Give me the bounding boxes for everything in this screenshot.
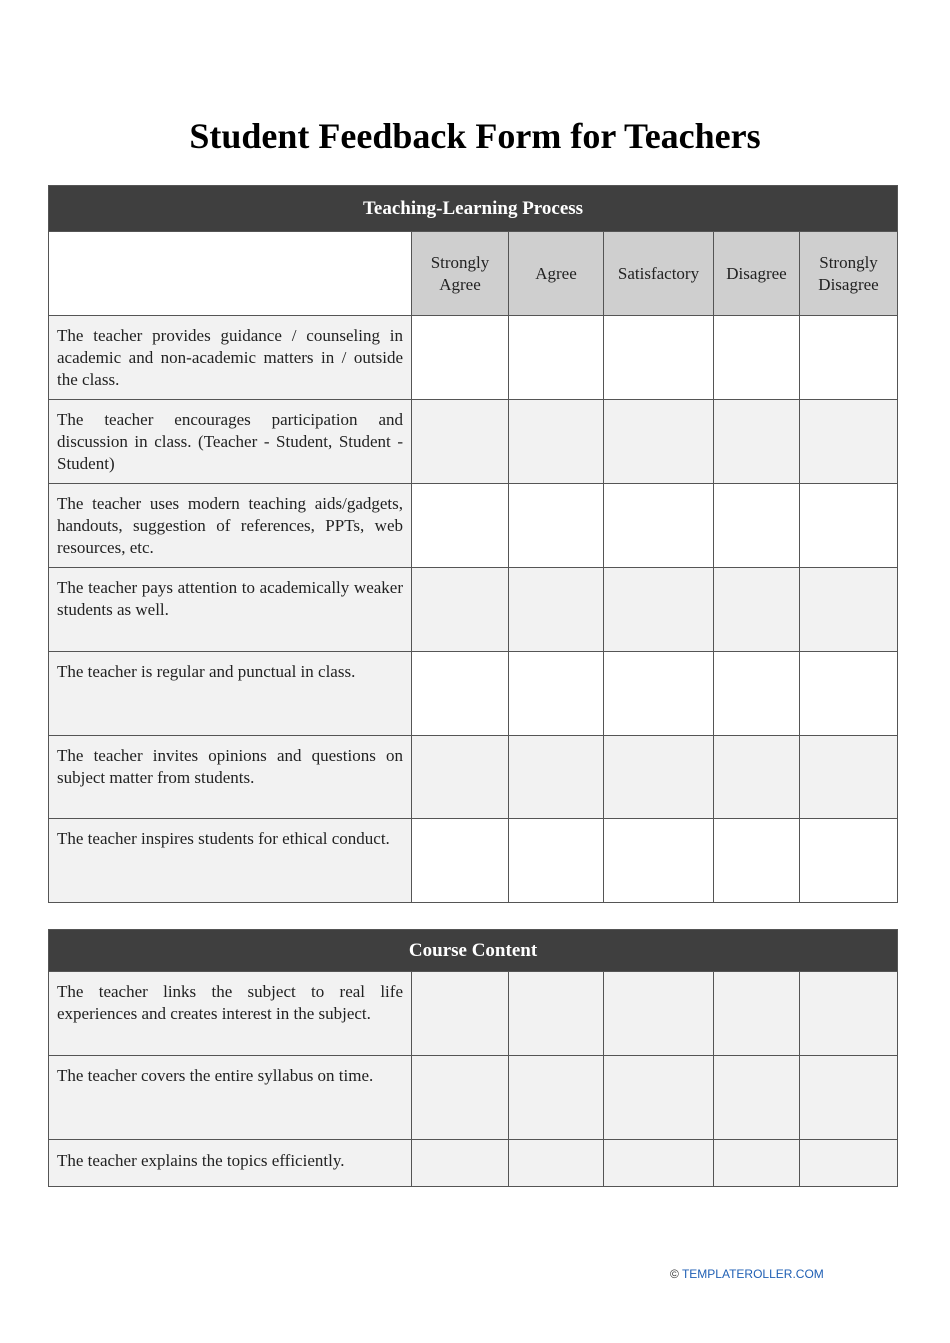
course-content-table (48, 929, 898, 1187)
rating-cell-strongly-agree[interactable] (412, 972, 509, 1056)
table-row (49, 972, 898, 1056)
statement-text: The teacher inspires students for ethical conduct. (49, 819, 412, 903)
rating-cell-strongly-agree[interactable] (412, 652, 509, 736)
rating-cell-disagree[interactable] (714, 316, 800, 400)
column-header-satisfactory: Satisfactory (604, 232, 714, 316)
footer-credit (670, 1267, 824, 1281)
rating-cell-strongly-disagree[interactable] (800, 1056, 898, 1140)
rating-cell-disagree[interactable] (714, 1056, 800, 1140)
rating-cell-strongly-disagree[interactable] (800, 652, 898, 736)
section-heading: Teaching-Learning Process (49, 186, 898, 232)
rating-cell-strongly-disagree[interactable] (800, 568, 898, 652)
rating-cell-strongly-agree[interactable] (412, 1056, 509, 1140)
rating-cell-agree[interactable] (509, 1056, 604, 1140)
rating-cell-disagree[interactable] (714, 484, 800, 568)
statement-text: The teacher links the subject to real life experiences and creates interest in the subject. (49, 972, 412, 1056)
rating-cell-strongly-agree[interactable] (412, 568, 509, 652)
rating-cell-strongly-disagree[interactable] (800, 484, 898, 568)
rating-cell-strongly-disagree[interactable] (800, 400, 898, 484)
page-title: Student Feedback Form for Teachers (189, 116, 761, 156)
table-row (49, 400, 898, 484)
rating-cell-satisfactory[interactable] (604, 736, 714, 819)
section-heading: Course Content (49, 930, 898, 972)
rating-cell-agree[interactable] (509, 1140, 604, 1187)
rating-cell-satisfactory[interactable] (604, 972, 714, 1056)
rating-cell-satisfactory[interactable] (604, 316, 714, 400)
table-row (49, 652, 898, 736)
rating-cell-agree[interactable] (509, 316, 604, 400)
rating-cell-disagree[interactable] (714, 568, 800, 652)
statement-text: The teacher provides guidance / counseling in academic and non-academic matters in / outside the class. (49, 316, 412, 400)
statement-text: The teacher is regular and punctual in class. (49, 652, 412, 736)
rating-cell-disagree[interactable] (714, 400, 800, 484)
rating-cell-strongly-disagree[interactable] (800, 972, 898, 1056)
statement-text: The teacher covers the entire syllabus on time. (49, 1056, 412, 1140)
rating-cell-agree[interactable] (509, 972, 604, 1056)
rating-cell-strongly-disagree[interactable] (800, 316, 898, 400)
table-row (49, 568, 898, 652)
rating-cell-satisfactory[interactable] (604, 1056, 714, 1140)
rating-cell-disagree[interactable] (714, 736, 800, 819)
table-row (49, 316, 898, 400)
rating-cell-disagree[interactable] (714, 972, 800, 1056)
rating-cell-strongly-disagree[interactable] (800, 819, 898, 903)
rating-cell-agree[interactable] (509, 568, 604, 652)
rating-cell-agree[interactable] (509, 400, 604, 484)
table-row (49, 736, 898, 819)
statement-text: The teacher encourages participation and discussion in class. (Teacher - Student, Student - Student) (49, 400, 412, 484)
rating-cell-satisfactory[interactable] (604, 484, 714, 568)
rating-cell-strongly-agree[interactable] (412, 736, 509, 819)
rating-cell-strongly-disagree[interactable] (800, 736, 898, 819)
copyright-symbol: © (670, 1267, 679, 1281)
column-header-disagree: Disagree (714, 232, 800, 316)
rating-cell-satisfactory[interactable] (604, 400, 714, 484)
rating-cell-strongly-agree[interactable] (412, 316, 509, 400)
statement-text: The teacher pays attention to academically weaker students as well. (49, 568, 412, 652)
rating-cell-satisfactory[interactable] (604, 652, 714, 736)
table-row (49, 1056, 898, 1140)
statement-text: The teacher uses modern teaching aids/gadgets, handouts, suggestion of references, PPTs, web resources, etc. (49, 484, 412, 568)
table-row (49, 1140, 898, 1187)
rating-cell-satisfactory[interactable] (604, 568, 714, 652)
rating-cell-strongly-agree[interactable] (412, 400, 509, 484)
rating-cell-strongly-agree[interactable] (412, 484, 509, 568)
table-row (49, 819, 898, 903)
rating-cell-agree[interactable] (509, 484, 604, 568)
rating-cell-disagree[interactable] (714, 652, 800, 736)
teaching-learning-table (48, 185, 898, 903)
rating-cell-disagree[interactable] (714, 1140, 800, 1187)
rating-cell-agree[interactable] (509, 736, 604, 819)
blank-header-cell (49, 232, 412, 316)
rating-cell-strongly-agree[interactable] (412, 819, 509, 903)
rating-cell-strongly-disagree[interactable] (800, 1140, 898, 1187)
column-header-strongly-disagree: Strongly Disagree (800, 232, 898, 316)
rating-cell-agree[interactable] (509, 652, 604, 736)
rating-cell-satisfactory[interactable] (604, 1140, 714, 1187)
column-header-strongly-agree: Strongly Agree (412, 232, 509, 316)
table-row (49, 484, 898, 568)
rating-cell-strongly-agree[interactable] (412, 1140, 509, 1187)
rating-cell-agree[interactable] (509, 819, 604, 903)
rating-cell-satisfactory[interactable] (604, 819, 714, 903)
rating-cell-disagree[interactable] (714, 819, 800, 903)
column-header-agree: Agree (509, 232, 604, 316)
statement-text: The teacher explains the topics efficiently. (49, 1140, 412, 1187)
templateroller-link[interactable]: TEMPLATEROLLER.COM (681, 1267, 824, 1281)
statement-text: The teacher invites opinions and questions on subject matter from students. (49, 736, 412, 819)
